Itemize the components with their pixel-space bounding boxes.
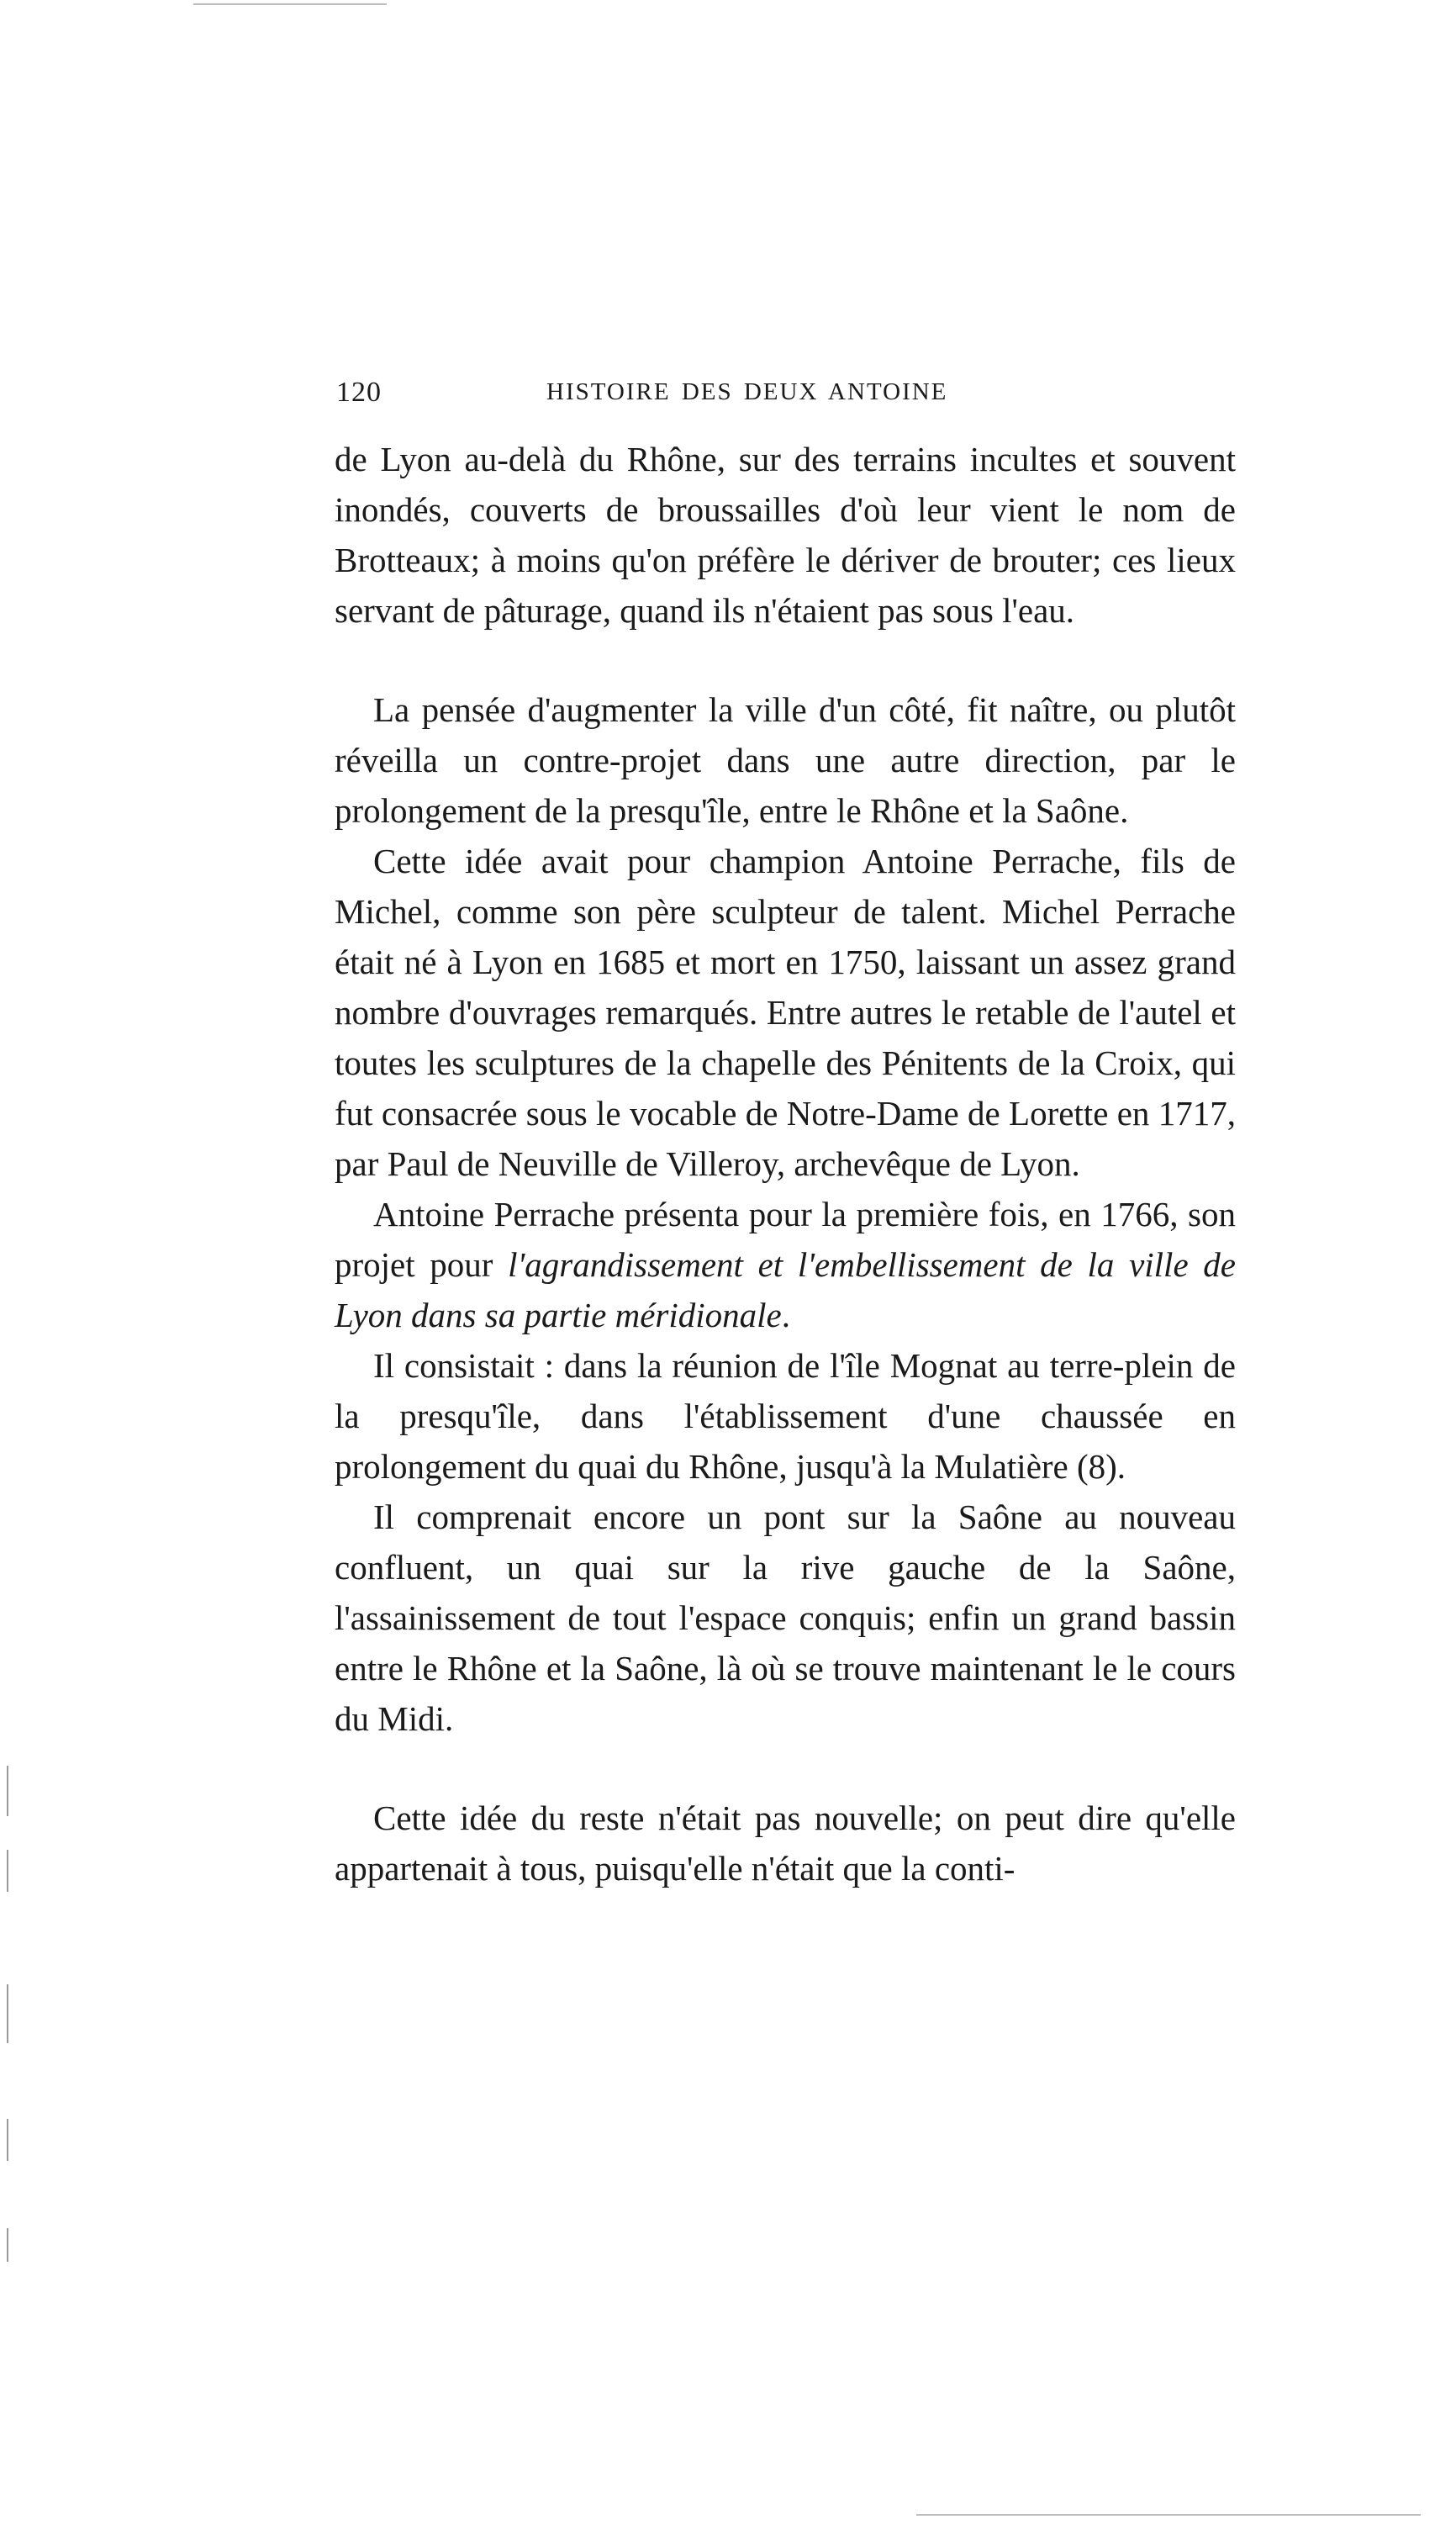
paragraph-7: Cette idée du reste n'était pas nouvelle; on peut dire qu'elle appartenait à tous, puisqu'elle n'était que la conti- (335, 1798, 1236, 1888)
scan-edge-mark (7, 2228, 8, 2262)
running-title: HISTOIRE DES DEUX ANTOINE (546, 378, 948, 405)
scan-edge-mark (7, 1766, 8, 1816)
scan-artifact-bottom (916, 2514, 1421, 2516)
paragraph-6: Il comprenait encore un pont sur la Saône au nouveau confluent, un quai sur la rive gauche de la Saône, l'assainissement de tout l'espace conquis; enfin un grand bassin entre le Rhône et la Saône, là où se trouve maintenant le le cours du Midi. (335, 1497, 1236, 1738)
scan-edge-mark (7, 1984, 8, 2043)
paragraph-1: de Lyon au-delà du Rhône, sur des terrains incultes et souvent inondés, couverts de broussailles d'où leur vient le nom de Brotteaux; à moins qu'on préfère le dériver de brouter; ces lieux servant de pâturage, quand ils n'étaient pas sous l'eau. (335, 440, 1236, 630)
paragraph-5: Il consistait : dans la réunion de l'île Mognat au terre-plein de la presqu'île, dans l'établissement d'une chaussée en prolongement du quai du Rhône, jusqu'à la Mulatière (8). (335, 1346, 1236, 1486)
paragraph-4-text: Antoine Perrache présenta pour la première fois, en 1766, son projet pour (335, 1195, 1236, 1284)
body-text (335, 434, 1236, 1894)
paragraph-4-end: . (781, 1296, 791, 1334)
project-title-italic: l'agrandissement et l'embellissement de la ville de Lyon dans sa partie méridionale (335, 1245, 1236, 1334)
scan-edge-mark (7, 1850, 8, 1892)
scan-artifact-top (193, 3, 387, 5)
paragraph-4 (335, 1189, 1236, 1340)
paragraph-3: Cette idée avait pour champion Antoine Perrache, fils de Michel, comme son père sculpteur de talent. Michel Perrache était né à Lyon en 1685 et mort en 1750, laissant un assez grand nombre d'ouvrages remarqués. Entre autres le retable de l'autel et toutes les sculptures de la chapelle des Pénitents de la Croix, qui fut consacrée sous le vocable de Notre-Dame de Lorette en 1717, par Paul de Neuville de Villeroy, archevêque de Lyon. (335, 842, 1236, 1183)
running-head (336, 377, 1236, 419)
page-number: 120 (336, 377, 382, 408)
paragraph-2: La pensée d'augmenter la ville d'un côté, fit naître, ou plutôt réveilla un contre-projet dans une autre direction, par le prolongement de la presqu'île, entre le Rhône et la Saône. (335, 690, 1236, 830)
scan-edge-mark (7, 2119, 8, 2161)
